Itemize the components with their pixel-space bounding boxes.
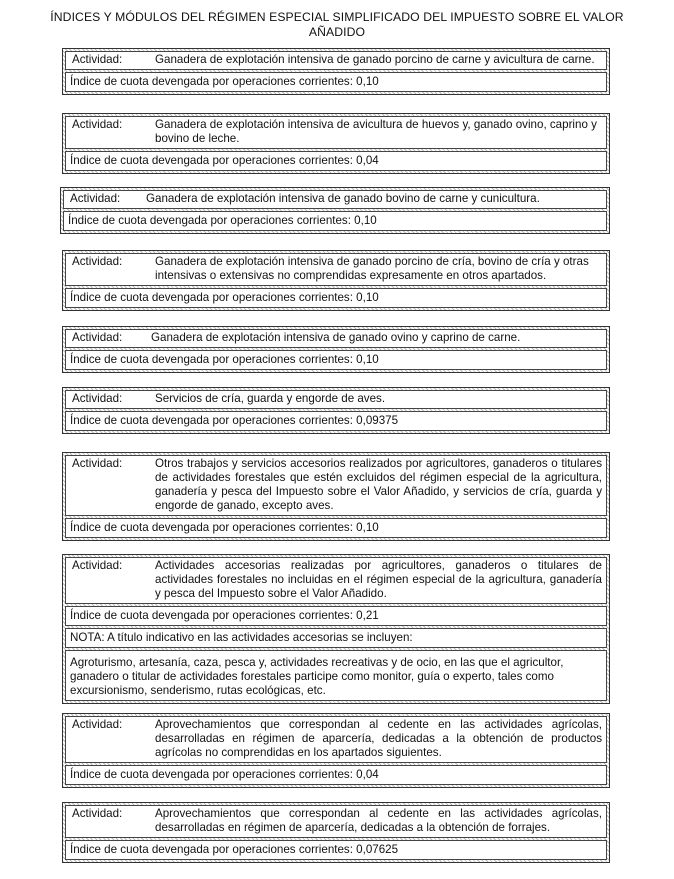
activity-description: Ganadera de explotación intensiva de ganado ovino y caprino de carne. — [151, 331, 521, 344]
module-block — [62, 48, 610, 95]
module-block — [62, 713, 610, 788]
note-body: Agroturismo, artesanía, caza, pesca y, actividades recreativas y de ocio, en las que el agricultor, ganadero o titular de actividades forestales participe como monitor, guía o experto, tales como excursionismo, senderismo, rutas ecológicas, etc. — [65, 650, 607, 701]
activity-row — [65, 51, 607, 70]
activity-label: Actividad: — [72, 457, 123, 470]
activity-row — [65, 116, 607, 149]
activity-description: Ganadera de explotación intensiva de ganado porcino de cría, bovino de cría y otras intensivas o extensivas no comprendidas expresamente en otros apartados. — [155, 255, 589, 282]
index-row: Índice de cuota devengada por operaciones corrientes: 0,04 — [65, 765, 607, 785]
module-block — [62, 554, 610, 704]
index-row: Índice de cuota devengada por operaciones corrientes: 0,21 — [65, 606, 607, 626]
index-row: Índice de cuota devengada por operaciones corrientes: 0,10 — [65, 518, 607, 538]
activity-row — [65, 716, 607, 763]
activity-label: Actividad: — [72, 255, 123, 268]
index-row: Índice de cuota devengada por operaciones corrientes: 0,10 — [65, 288, 607, 308]
activity-label: Actividad: — [70, 192, 121, 205]
index-row: Índice de cuota devengada por operaciones corrientes: 0,10 — [65, 72, 607, 92]
activity-label: Actividad: — [72, 559, 123, 572]
activity-label: Actividad: — [72, 53, 123, 66]
index-row: Índice de cuota devengada por operaciones corrientes: 0,04 — [65, 151, 607, 171]
activity-row — [65, 557, 607, 604]
index-row: Índice de cuota devengada por operaciones corrientes: 0,10 — [63, 211, 607, 231]
activity-row — [65, 390, 607, 409]
activity-row — [65, 329, 607, 348]
module-block — [62, 326, 610, 373]
activity-description: Otros trabajos y servicios accesorios realizados por agricultores, ganaderos o titulares de actividades forestales que estén excluidos del régimen especial de la agricultura, ganadería y pesca del Impuesto sobre el Valor Añadido, y servicios de cría, guarda y engorde de ganado, excepto aves. — [155, 457, 602, 512]
activity-label: Actividad: — [72, 718, 123, 731]
activity-label: Actividad: — [72, 807, 123, 820]
activity-description: Ganadera de explotación intensiva de ganado porcino de carne y avicultura de carne. — [155, 53, 595, 66]
activity-label: Actividad: — [72, 392, 123, 405]
module-block — [62, 387, 610, 434]
activity-row — [65, 455, 607, 516]
module-block — [62, 802, 610, 863]
activity-description: Aprovechamientos que correspondan al cedente en las actividades agrícolas, desarrolladas en régimen de aparcería, dedicadas a la obtención de productos agrícolas no comprendidas en los apartados siguientes. — [155, 718, 602, 759]
activity-description: Aprovechamientos que correspondan al cedente en las actividades agrícolas, desarrolladas en régimen de aparcería, dedicadas a la obtención de forrajes. — [155, 807, 602, 834]
index-row: Índice de cuota devengada por operaciones corrientes: 0,07625 — [65, 840, 607, 860]
page-title: ÍNDICES Y MÓDULOS DEL RÉGIMEN ESPECIAL SIMPLIFICADO DEL IMPUESTO SOBRE EL VALOR AÑADIDO — [50, 10, 624, 39]
module-block — [62, 113, 610, 174]
module-block — [62, 452, 610, 541]
index-row: Índice de cuota devengada por operaciones corrientes: 0,10 — [65, 350, 607, 370]
index-row: Índice de cuota devengada por operaciones corrientes: 0,09375 — [65, 411, 607, 431]
activity-description: Actividades accesorias realizadas por agricultores, ganaderos o titulares de actividades forestales no incluidas en el régimen especial de la agricultura, ganadería y pesca del Impuesto sobre el Valor Añadido. — [155, 559, 602, 600]
activity-row — [65, 805, 607, 838]
module-block — [62, 250, 610, 311]
activity-row — [63, 190, 607, 209]
activity-label: Actividad: — [72, 331, 123, 344]
activity-description: Servicios de cría, guarda y engorde de aves. — [155, 392, 386, 405]
activity-row — [65, 253, 607, 286]
activity-description: Ganadera de explotación intensiva de ganado bovino de carne y cunicultura. — [146, 192, 540, 205]
note-heading: NOTA: A título indicativo en las actividades accesorias se incluyen: — [65, 628, 607, 648]
activity-label: Actividad: — [72, 118, 123, 131]
activity-description: Ganadera de explotación intensiva de avicultura de huevos y, ganado ovino, caprino y bovino de leche. — [155, 118, 597, 145]
module-block — [60, 187, 610, 234]
